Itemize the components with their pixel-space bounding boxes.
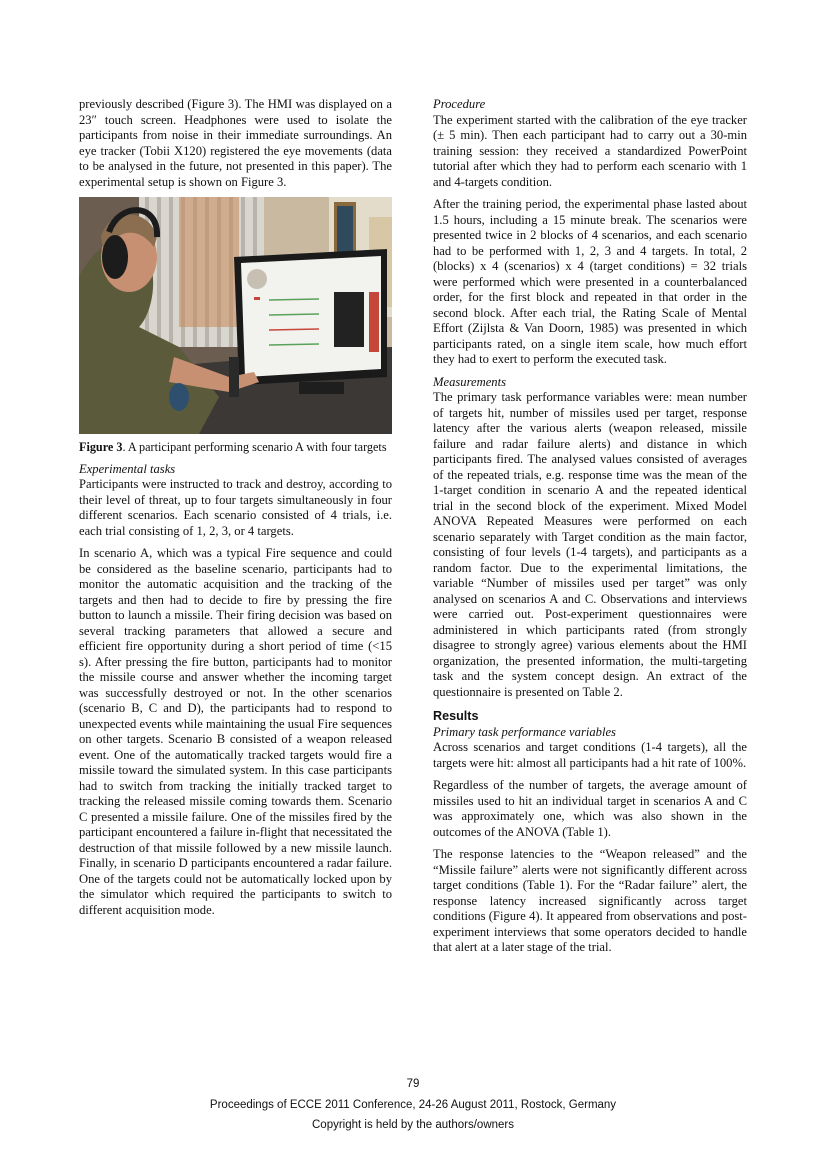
procedure-heading: Procedure [433, 97, 486, 111]
copyright-line: Copyright is held by the authors/owners [312, 1119, 514, 1131]
figure-label: Figure 3 [79, 440, 123, 454]
measurements-heading: Measurements [433, 374, 506, 389]
proceedings-line: Proceedings of ECCE 2011 Conference, 24-26 August 2011, Rostock, Germany [209, 1099, 617, 1111]
intro-paragraph: previously described (Figure 3). The HMI was displayed on a 23″ touch screen. Headphones were used to isolate the participants from noise in their immediate surroundings. An eye tracker (Tobii X120) registered the eye movements (data to be analysed in the future, not presented in this paper). The experimental setup is shown on Figure 3. [79, 97, 392, 189]
experimental-tasks-heading: Experimental tasks [79, 461, 176, 476]
figure-3-photo [79, 197, 392, 434]
results-paragraph-3: The response latencies to the “Weapon released” and the “Missile failure” alerts were not significantly different across target conditions (Table 1). For the “Radar failure” alert, the response latency increased significantly across target conditions (Figure 4). It appeared from observations and post-experiment interviews that some operators decided to handle that alert at a later stage of the trial. [433, 847, 747, 954]
primary-task-heading: Primary task performance variables [433, 724, 616, 739]
results-paragraph-2: Regardless of the number of targets, the average amount of missiles used to hit an individual target in scenarios A and C was approximately one, which was also shown in the outcomes of the ANOVA (Table 1). [433, 778, 747, 839]
figure-caption [79, 440, 392, 455]
experimental-tasks-paragraph-2: In scenario A, which was a typical Fire sequence and could be considered as the baseline scenario, participants had to monitor the automatic acquisition and the tracking of the targets and then had to decide to fire by pressing the fire button to launch a missile. Their firing decision was based on several tracking parameters that allowed a secure and efficient fire opportunity during a short period of time (<15 s). After pressing the fire button, participants had to monitor the missile course and answer whether the incoming target was successfully destroyed or not. In the other scenarios (scenario B, C and D), the participants had to respond to unexpected events while maintaining the usual Fire sequences on other targets. Scenario B consisted of a weapon released event. One of the automatically tracked targets would fire a missile toward the simulated system. In this case participants had to switch from tracking the initially tracked target to tracking the released missile coming towards them. Scenario C presented a missile failure. One of the missiles fired by the participant encountered a failure in-flight that necessitated the destruction of that missile followed by a new missile launch. Finally, in scenario D participants encountered a radar failure. One of the targets could not be automatically locked upon by the simulator which required the participants to switch to different acquisition mode. [79, 546, 392, 917]
left-column [79, 97, 392, 925]
procedure-paragraph-2: After the training period, the experimental phase lasted about 1.5 hours, including a 15 minute break. The scenarios were presented twice in 2 blocks of 4 scenarios, and each scenario had to be performed with 1, 2, 3 and 4 targets. In total, 2 (blocks) x 4 (scenarios) x 4 (target conditions) = 32 trials were performed which were presented in a counterbalanced order, for the first block and repeated in that order in the second block. After each trial, the Rating Scale of Mental Effort (Zijlsta & Van Doorn, 1985) was presented in which participants rated, on a single item scale, how much effort they had to exert to perform the executed task. [433, 197, 747, 366]
results-paragraph-1: Across scenarios and target conditions (1-4 targets), all the targets were hit: almost all participants had a hit rate of 100%. [433, 740, 747, 770]
results-heading: Results [433, 709, 479, 723]
figure-caption-text: . A participant performing scenario A with four targets [122, 440, 387, 454]
page-number: 79 [406, 1078, 420, 1090]
experimental-tasks-paragraph-1: Participants were instructed to track and destroy, according to their level of threat, up to four targets simultaneously in four different scenarios. Each scenario consisted of 4 trials, i.e. each trial consisting of 1, 2, 3, or 4 targets. [79, 477, 392, 538]
procedure-paragraph-1: The experiment started with the calibration of the eye tracker (± 5 min). Then each participant had to carry out a 30-min training session: they received a standardized PowerPoint tutorial after which they had to perform each scenario with 1 and 4-targets condition. [433, 112, 747, 189]
right-column [433, 97, 747, 963]
measurements-paragraph: The primary task performance variables were: mean number of targets hit, number of missiles used per target, response latency after the various alerts (weapon released, missile failure and radar failure alerts) and distance in which participants fired. The analysed values consisted of averages of the repeated trials, e.g. response time was the mean of the 1-target condition in scenario A and the repeated identical trial in the second block of the experiment. Mixed Model ANOVA Repeated Measures were performed on each scenario separately with Target condition as the main factor, consisting of four levels (1-4 targets), and participants as a random factor. Due to the experimental limitations, the variable “Number of missiles used per target” was only analysed on scenarios A and C. Observations and interviews were carried out. Post-experiment questionnaires were administered in which participants rated (from strongly disagree to strongly agree) various elements about the HMI organization, the presented information, the multi-targeting task and the system concept design. An extract of the questionnaire is presented on Table 2. [433, 390, 747, 699]
